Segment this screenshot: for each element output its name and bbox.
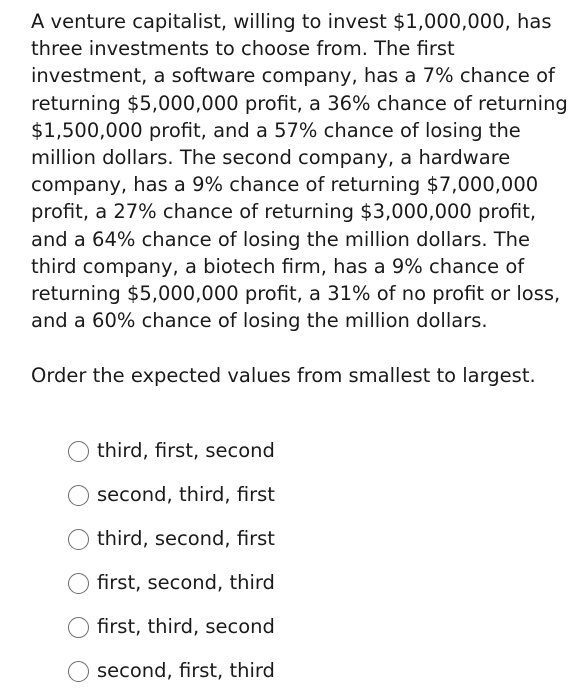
radio-button[interactable] (68, 441, 89, 462)
radio-button[interactable] (68, 529, 89, 550)
question-line: returning $5,000,000 profit, a 31% of no profit or loss, (31, 281, 561, 305)
question-line: and a 64% chance of losing the million dollars. The (31, 227, 531, 251)
option-label[interactable]: first, second, third (97, 571, 275, 594)
option-label[interactable]: third, second, first (97, 527, 275, 550)
question-line: third company, a biotech firm, has a 9% chance of (31, 254, 525, 278)
answer-option[interactable] (68, 612, 275, 656)
question-line: three investments to choose from. The first (31, 37, 455, 61)
answer-option[interactable] (68, 656, 275, 700)
answer-option[interactable] (68, 436, 275, 480)
radio-button[interactable] (68, 661, 89, 682)
question-line: million dollars. The second company, a hardware (31, 145, 511, 169)
instruction-prompt: Order the expected values from smallest to largest. (31, 364, 536, 387)
answer-option[interactable] (68, 568, 275, 612)
question-line: company, has a 9% chance of returning $7,000,000 (31, 173, 539, 197)
radio-button[interactable] (68, 485, 89, 506)
question-line: profit, a 27% chance of returning $3,000,000 profit, (31, 200, 537, 224)
option-label[interactable]: third, first, second (97, 439, 275, 462)
answer-options (68, 436, 275, 700)
question-text (31, 8, 568, 334)
question-line: A venture capitalist, willing to invest $1,000,000, has (31, 10, 552, 33)
option-label[interactable]: second, third, first (97, 483, 275, 506)
radio-button[interactable] (68, 573, 89, 594)
answer-option[interactable] (68, 480, 275, 524)
question-line: returning $5,000,000 profit, a 36% chance of returning (31, 91, 568, 115)
question-line: $1,500,000 profit, and a 57% chance of losing the (31, 118, 521, 142)
option-label[interactable]: second, first, third (97, 659, 275, 682)
answer-option[interactable] (68, 524, 275, 568)
question-line: and a 60% chance of losing the million dollars. (31, 309, 488, 333)
radio-button[interactable] (68, 617, 89, 638)
question-line: investment, a software company, has a 7% chance of (31, 64, 555, 88)
option-label[interactable]: first, third, second (97, 615, 275, 638)
